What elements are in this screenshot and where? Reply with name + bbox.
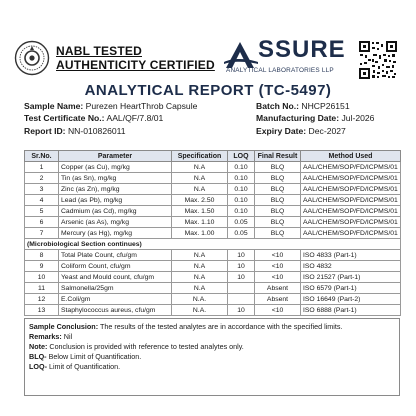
table-row <box>25 250 401 261</box>
cell-sr: 2 <box>25 173 59 184</box>
cell-loq <box>228 283 255 294</box>
report-id-field <box>24 125 256 137</box>
cell-method: ISO 4833 (Part-1) <box>301 250 401 261</box>
cell-result: <10 <box>255 250 301 261</box>
results-table <box>24 150 401 316</box>
sample-name-field <box>24 100 256 112</box>
note-line <box>29 342 395 352</box>
table-body-micro <box>25 250 401 316</box>
section-row <box>25 239 401 250</box>
report-id-label: Report ID: <box>24 125 66 136</box>
loq-text: Limit of Quantification. <box>46 362 121 371</box>
conclusion-line <box>29 322 395 332</box>
col-header-parameter: Parameter <box>59 151 172 162</box>
nabl-line-1: NABL TESTED <box>56 44 142 58</box>
cell-specification: Max. 1.00 <box>172 228 228 239</box>
cell-parameter: Arsenic (as As), mg/kg <box>59 217 172 228</box>
cell-parameter: Copper (as Cu), mg/kg <box>59 162 172 173</box>
cell-parameter: Zinc (as Zn), mg/kg <box>59 184 172 195</box>
cell-method: AAL/CHEM/SOP/FD/ICPMS/01 <box>301 206 401 217</box>
cell-result: BLQ <box>255 228 301 239</box>
brand-subtitle: ANALYTICAL LABORATORIES LLP <box>226 67 334 74</box>
sample-name-label: Sample Name: <box>24 101 84 111</box>
report-title: ANALYTICAL REPORT (TC-5497) <box>84 82 332 99</box>
remarks-text: Nil <box>61 332 73 341</box>
nabl-seal-icon <box>14 40 50 76</box>
cell-method: AAL/CHEM/SOP/FD/ICPMS/01 <box>301 228 401 239</box>
note-label: Note: <box>29 342 48 351</box>
cell-method: AAL/CHEM/SOP/FD/ICPMS/01 <box>301 162 401 173</box>
cell-sr: 8 <box>25 250 59 261</box>
meta-row-3 <box>24 125 400 137</box>
cell-parameter: Mercury (as Hg), mg/kg <box>59 228 172 239</box>
cell-sr: 1 <box>25 162 59 173</box>
cell-sr: 13 <box>25 305 59 316</box>
cell-sr: 12 <box>25 294 59 305</box>
cert-label: Test Certificate No.: <box>24 113 105 124</box>
remarks-line <box>29 332 395 342</box>
cell-sr: 9 <box>25 261 59 272</box>
cell-parameter: Yeast and Mould count, cfu/gm <box>59 272 172 283</box>
cell-parameter: Staphylococcus aureus, cfu/gm <box>59 305 172 316</box>
sample-meta <box>24 100 400 137</box>
blq-text: Below Limit of Quantification. <box>46 352 142 361</box>
report-id-value: NN-010826011 <box>67 125 126 136</box>
table-row <box>25 173 401 184</box>
cell-result: BLQ <box>255 195 301 206</box>
cell-method: AAL/CHEM/SOP/FD/ICPMS/01 <box>301 173 401 184</box>
table-row <box>25 228 401 239</box>
cell-loq: 0.10 <box>228 195 255 206</box>
cell-loq: 10 <box>228 272 255 283</box>
meta-row-2 <box>24 112 400 124</box>
batch-value: NHCP26151 <box>301 101 350 111</box>
cell-loq: 0.10 <box>228 173 255 184</box>
cell-result: BLQ <box>255 184 301 195</box>
cell-parameter: Salmonella/25gm <box>59 283 172 294</box>
loq-line <box>29 362 395 372</box>
cell-method: ISO 6888 (Part-1) <box>301 305 401 316</box>
cell-loq: 10 <box>228 305 255 316</box>
cell-loq: 0.05 <box>228 217 255 228</box>
blq-label: BLQ- <box>29 352 47 361</box>
table-row <box>25 261 401 272</box>
cell-specification: N.A. <box>172 294 228 305</box>
cell-method: ISO 16649 (Part-2) <box>301 294 401 305</box>
cell-specification: N.A <box>172 173 228 184</box>
cell-result: Absent <box>255 294 301 305</box>
cell-parameter: Total Plate Count, cfu/gm <box>59 250 172 261</box>
table-row <box>25 217 401 228</box>
cell-parameter: Cadmium (as Cd), mg/kg <box>59 206 172 217</box>
table-section <box>25 239 401 250</box>
cell-result: <10 <box>255 305 301 316</box>
qr-code-icon <box>358 40 398 80</box>
cell-parameter: Lead (as Pb), mg/kg <box>59 195 172 206</box>
cell-sr: 10 <box>25 272 59 283</box>
cell-sr: 11 <box>25 283 59 294</box>
col-header-loq: LOQ <box>228 151 255 162</box>
cell-method: AAL/CHEM/SOP/FD/ICPMS/01 <box>301 217 401 228</box>
conclusion-label: Sample Conclusion: <box>29 322 99 331</box>
table-row <box>25 162 401 173</box>
cell-specification: N.A. <box>172 305 228 316</box>
cell-method: AAL/CHEM/SOP/FD/ICPMS/01 <box>301 184 401 195</box>
mfg-value: Jul-2026 <box>341 113 375 124</box>
remarks-label: Remarks: <box>29 332 62 341</box>
cell-result: BLQ <box>255 217 301 228</box>
cell-specification: N.A <box>172 250 228 261</box>
cell-result: Absent <box>255 283 301 294</box>
mfg-label: Manufacturing Date: <box>256 113 340 124</box>
col-header-method: Method Used <box>301 151 401 162</box>
conclusion-text: The results of the tested analytes are in accordance with the specified limits. <box>98 322 343 331</box>
cell-parameter: Tin (as Sn), mg/kg <box>59 173 172 184</box>
nabl-line-2: AUTHENTICITY CERTIFIED <box>56 58 215 72</box>
mfg-field <box>256 112 374 124</box>
col-header-sr: Sr.No. <box>25 151 59 162</box>
table-row <box>25 195 401 206</box>
table-header-row <box>25 151 401 162</box>
cell-specification: N.A <box>172 272 228 283</box>
batch-field <box>256 100 350 112</box>
cell-sr: 4 <box>25 195 59 206</box>
table-row <box>25 305 401 316</box>
section-label: (Microbiological Section continues) <box>25 239 401 250</box>
table-row <box>25 184 401 195</box>
cell-specification: Max. 1.10 <box>172 217 228 228</box>
cell-method: ISO 4832 <box>301 261 401 272</box>
cert-value: AAL/QF/7.8/01 <box>106 113 164 124</box>
cell-method: ISO 21527 (Part-1) <box>301 272 401 283</box>
cell-sr: 3 <box>25 184 59 195</box>
expiry-value: Dec-2027 <box>308 125 346 136</box>
expiry-label: Expiry Date: <box>256 125 307 136</box>
note-text: Conclusion is provided with reference to tested analytes only. <box>47 342 244 351</box>
cell-specification: N.A <box>172 261 228 272</box>
meta-row-1 <box>24 100 400 112</box>
table-row <box>25 206 401 217</box>
cell-loq <box>228 294 255 305</box>
brand-name: SSURE <box>258 36 346 63</box>
cell-result: <10 <box>255 272 301 283</box>
cell-loq: 0.10 <box>228 206 255 217</box>
cell-sr: 5 <box>25 206 59 217</box>
sample-name-value: Purezen HeartThrob Capsule <box>85 101 198 111</box>
cell-result: BLQ <box>255 162 301 173</box>
cell-parameter: Coliform Count, cfu/gm <box>59 261 172 272</box>
cell-method: ISO 6579 (Part-1) <box>301 283 401 294</box>
cell-loq: 10 <box>228 261 255 272</box>
loq-label: LOQ- <box>29 362 47 371</box>
cell-specification: N.A <box>172 283 228 294</box>
expiry-field <box>256 125 346 137</box>
cell-specification: Max. 2.50 <box>172 195 228 206</box>
cell-loq: 10 <box>228 250 255 261</box>
cell-specification: N.A <box>172 184 228 195</box>
col-header-result: Final Result <box>255 151 301 162</box>
cell-method: AAL/CHEM/SOP/FD/ICPMS/01 <box>301 195 401 206</box>
notes-box <box>24 318 400 396</box>
table-row <box>25 294 401 305</box>
cell-result: BLQ <box>255 173 301 184</box>
col-header-specification: Specification <box>172 151 228 162</box>
nabl-certification-text <box>56 44 215 72</box>
cell-result: <10 <box>255 261 301 272</box>
cert-field <box>24 112 256 124</box>
cell-loq: 0.05 <box>228 228 255 239</box>
table-row <box>25 283 401 294</box>
batch-label: Batch No.: <box>256 101 299 111</box>
cell-sr: 7 <box>25 228 59 239</box>
cell-loq: 0.10 <box>228 162 255 173</box>
cell-result: BLQ <box>255 206 301 217</box>
cell-specification: N.A <box>172 162 228 173</box>
cell-sr: 6 <box>25 217 59 228</box>
table-body-chemical <box>25 162 401 239</box>
report-header <box>0 0 416 78</box>
cell-specification: Max. 1.50 <box>172 206 228 217</box>
table-row <box>25 272 401 283</box>
cell-loq: 0.10 <box>228 184 255 195</box>
cell-parameter: E.Coli/gm <box>59 294 172 305</box>
blq-line <box>29 352 395 362</box>
